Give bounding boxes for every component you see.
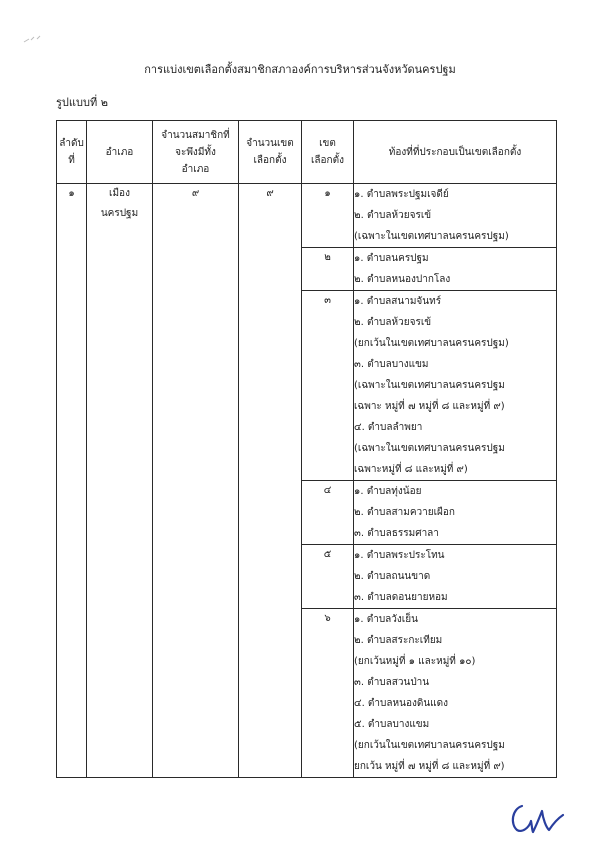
district-line: (ยกเว้นในเขตเทศบาลนครนครปฐม) — [354, 338, 509, 349]
district-number: ๓ — [324, 295, 331, 306]
district-line: ๑. ตำบลพระประโทน — [354, 550, 445, 561]
district-line: ๔. ตำบลหนองดินแดง — [354, 698, 448, 709]
district-line: ๒. ตำบลสามควายเผือก — [354, 507, 455, 518]
header-order — [57, 121, 87, 184]
scan-speck-mark — [22, 34, 44, 44]
members-value: ๙ — [191, 188, 200, 199]
header-order-line: ลำดับ — [59, 138, 84, 149]
header-area-line: เลือกตั้ง — [311, 155, 344, 166]
header-areas-line: เลือกตั้ง — [253, 155, 287, 166]
district-line: ๒. ตำบลสระกะเทียม — [354, 635, 443, 646]
district-line: ๒. ตำบลห้วยจรเข้ — [354, 210, 432, 221]
district-line: ๑. ตำบลวังเย็น — [354, 614, 418, 625]
district-line: ๓. ตำบลสวนป่าน — [354, 677, 430, 688]
district-line: ๒. ตำบลห้วยจรเข้ — [354, 317, 432, 328]
header-members-line: จะพึงมีทั้ง — [175, 146, 216, 158]
order-cell — [57, 184, 87, 778]
table-header-row — [57, 121, 557, 184]
order-value: ๑ — [68, 188, 75, 199]
district-number: ๖ — [324, 613, 331, 624]
district-line: (เฉพาะในเขตเทศบาลนครนครปฐม — [354, 380, 505, 391]
header-amphoe — [87, 121, 153, 184]
district-number-cell — [302, 609, 354, 778]
district-desc-cell — [354, 481, 557, 545]
district-line: (เฉพาะในเขตเทศบาลนครนครปฐม — [354, 443, 505, 454]
district-line: ๓. ตำบลบางแขม — [354, 359, 429, 370]
district-line: ๓. ตำบลธรรมศาลา — [354, 528, 439, 539]
district-desc-cell — [354, 184, 557, 248]
handwritten-signature-icon — [508, 800, 568, 835]
district-desc-cell — [354, 291, 557, 481]
district-number-cell — [302, 545, 354, 609]
district-line: ๑. ตำบลสนามจันทร์ — [354, 296, 442, 307]
district-line: ๔. ตำบลลำพยา — [354, 422, 423, 433]
district-line: ๒. ตำบลหนองปากโลง — [354, 274, 451, 285]
district-line: (ยกเว้นหมู่ที่ ๑ และหมู่ที่ ๑๐) — [354, 656, 476, 667]
table-row — [57, 184, 557, 248]
district-number-cell — [302, 291, 354, 481]
header-amphoe-label: อำเภอ — [105, 146, 134, 158]
header-desc-label: ท้องที่ที่ประกอบเป็นเขตเลือกตั้ง — [388, 146, 522, 158]
district-desc-cell — [354, 545, 557, 609]
areas-value: ๙ — [266, 188, 274, 199]
district-desc-cell — [354, 248, 557, 291]
district-line: เฉพาะหมู่ที่ ๘ และหมู่ที่ ๙) — [354, 464, 468, 475]
district-number: ๕ — [323, 549, 332, 560]
election-district-table — [56, 120, 557, 778]
district-number: ๑ — [324, 188, 331, 199]
district-number-cell — [302, 184, 354, 248]
header-areas-line: จำนวนเขต — [246, 138, 294, 149]
amphoe-line: เมือง — [109, 188, 130, 199]
header-desc — [354, 121, 557, 184]
district-line: ยกเว้น หมู่ที่ ๗ หมู่ที่ ๘ และหมู่ที่ ๙) — [354, 761, 505, 772]
district-line: (เฉพาะในเขตเทศบาลนครนครปฐม) — [354, 231, 509, 242]
header-area — [302, 121, 354, 184]
header-members — [153, 121, 239, 184]
district-line: ๑. ตำบลทุ่งน้อย — [354, 486, 422, 497]
district-desc-cell — [354, 609, 557, 778]
district-line: ๒. ตำบลถนนขาด — [354, 571, 431, 582]
district-line: ๑. ตำบลพระปฐมเจดีย์ — [354, 189, 449, 200]
district-number-cell — [302, 248, 354, 291]
district-line: (ยกเว้นในเขตเทศบาลนครนครปฐม — [354, 740, 505, 751]
district-line: ๕. ตำบลบางแขม — [354, 719, 430, 730]
header-area-line: เขต — [319, 138, 336, 149]
format-label: รูปแบบที่ ๒ — [56, 96, 108, 109]
header-members-line: จำนวนสมาชิกที่ — [161, 129, 230, 141]
district-line: ๑. ตำบลนครปฐม — [354, 253, 429, 264]
amphoe-cell — [87, 184, 153, 778]
amphoe-line: นครปฐม — [100, 208, 139, 219]
members-cell — [153, 184, 239, 778]
district-line: เฉพาะ หมู่ที่ ๗ หมู่ที่ ๘ และหมู่ที่ ๙) — [354, 401, 505, 412]
header-areas — [239, 121, 302, 184]
district-number: ๒ — [324, 252, 331, 263]
header-members-line: อำเภอ — [181, 163, 210, 175]
document-title: การแบ่งเขตเลือกตั้งสมาชิกสภาองค์การบริหารส่วนจังหวัดนครปฐม — [144, 63, 456, 76]
district-number-cell — [302, 481, 354, 545]
district-line: ๓. ตำบลดอนยายหอม — [354, 592, 448, 603]
areas-cell — [239, 184, 302, 778]
header-order-line: ที่ — [68, 155, 75, 166]
district-number: ๔ — [323, 485, 332, 496]
